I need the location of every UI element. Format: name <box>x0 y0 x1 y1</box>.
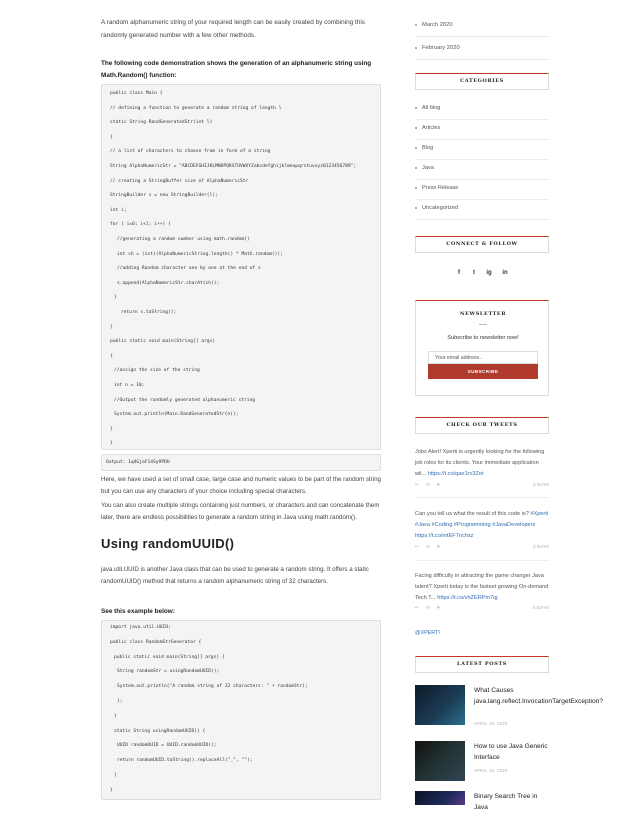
post-thumbnail[interactable] <box>415 741 465 781</box>
code-line: System.out.println("A random string of 32 characters: " + randomStr); <box>117 684 308 690</box>
category-label: Java <box>422 165 434 171</box>
paragraph-uuid: java.util.UUID is another Java class that can be used to generate a random string. It offers a static randomUUID() method that returns a random alphanumeric string of 32 characters. <box>101 566 369 585</box>
code-line: } <box>114 713 117 719</box>
divider <box>415 560 549 561</box>
linkedin-icon[interactable]: in <box>502 270 508 276</box>
newsletter-widget <box>415 300 549 396</box>
latest-posts-title: LATEST POSTS <box>415 656 549 673</box>
math-random-lead: The following code demonstration shows the generation of an alphanumeric string using Math.Random() function: <box>101 60 372 79</box>
tweets-title: CHECK OUR TWEETS <box>415 417 549 434</box>
code-line: } <box>110 324 113 330</box>
category-label: Blog <box>422 145 434 151</box>
code-line: } <box>110 441 113 447</box>
category-all-blog[interactable] <box>415 100 549 120</box>
code-line: public class RandomStrGenerator { <box>110 639 202 645</box>
post-thumbnail[interactable] <box>415 685 465 725</box>
code-line: StringBuilder s = new StringBuilder(l); <box>110 193 218 199</box>
tweet-time: 3 DAYS <box>533 544 549 549</box>
code-line: //assign the size of the string <box>114 368 200 374</box>
category-blog[interactable] <box>415 140 549 160</box>
like-icon[interactable]: ♥ <box>437 605 440 610</box>
bullet-icon <box>415 147 417 149</box>
code-line: // defining a function to generate a random string of length l <box>110 105 282 111</box>
latest-post-3[interactable] <box>415 791 549 811</box>
code-line: UUID randomUUID = UUID.randomUUID(); <box>117 743 217 749</box>
tweet-time: 2 DAYS <box>533 482 549 487</box>
latest-post-1[interactable] <box>415 685 604 729</box>
heading-using-randomuuid: Using randomUUID() <box>101 536 235 551</box>
code-line: s.append(AlphaNumericStr.charAt(ch)); <box>117 280 220 286</box>
archive-item-march-2020[interactable] <box>415 13 549 37</box>
tweet-link[interactable]: https://t.co/qae1rv3Zot <box>427 471 484 477</box>
archive-item-february-2020[interactable] <box>415 36 549 60</box>
code-line: } <box>110 426 113 432</box>
code-line: // creating a StringBuffer size of AlphaNumericStr <box>110 178 249 184</box>
like-icon[interactable]: ♥ <box>437 544 440 549</box>
code-line: { <box>110 134 113 140</box>
bullet-icon <box>415 187 417 189</box>
retweet-icon[interactable]: ⟲ <box>426 605 430 610</box>
code-block-random-uuid[interactable] <box>101 620 381 800</box>
instagram-icon[interactable]: ig <box>486 270 492 276</box>
category-label: Articles <box>422 125 441 131</box>
code-line: return s.toString(); <box>121 310 177 315</box>
paragraph-charset: Here, we have used a set of small case, large case and numeric values to be part of the random string but you can use any characters of your choice including special characters. <box>101 476 381 495</box>
bullet-icon <box>415 107 417 109</box>
code-line: import java.util.UUID; <box>110 625 171 630</box>
tweet-time: 4 DAYS <box>533 605 549 610</box>
code-line: public class Main { <box>110 91 163 96</box>
category-label: All blog <box>422 105 441 111</box>
category-java[interactable] <box>415 160 549 180</box>
newsletter-title: NEWSLETTER <box>459 311 507 317</box>
divider <box>415 497 549 498</box>
post-title[interactable]: Binary Search Tree in Java <box>474 793 538 811</box>
code-line: public static void main(String[] args) <box>110 339 216 345</box>
code-line: int i; <box>110 207 127 213</box>
bullet-icon <box>415 24 417 26</box>
tweet-2 <box>415 509 549 542</box>
code-line: for ( i=0; i<l; i++) { <box>110 222 171 228</box>
code-line: public static void main(String[] args) { <box>114 654 225 660</box>
bullet-icon <box>415 167 417 169</box>
code-line: // a list of characters to choose from in form of a string <box>110 149 271 155</box>
bullet-icon <box>415 47 417 49</box>
tweet-3 <box>415 571 549 604</box>
category-label: Press Release <box>422 185 459 191</box>
post-title[interactable]: What Causes java.lang.reflect.InvocationTargetException? <box>474 687 604 705</box>
code-line: static String usingRandomUUID() { <box>114 728 206 734</box>
code-line: //generating a random number using math.random() <box>117 237 250 242</box>
category-uncategorized[interactable] <box>415 200 549 220</box>
reply-icon[interactable]: ↩ <box>415 482 419 487</box>
code-line: static String RandGeneratedStr(int l) <box>110 120 213 126</box>
code-line: //adding Random character one by one at the end of s <box>117 266 261 272</box>
tweet-2-meta <box>415 544 549 552</box>
reply-icon[interactable]: ↩ <box>415 544 419 549</box>
latest-post-2[interactable] <box>415 741 549 785</box>
post-date: APRIL 16, 2020 <box>474 768 508 773</box>
tweet-link[interactable]: https://t.co/vhZERPm7ig <box>437 595 498 601</box>
code-line: }; <box>117 699 123 704</box>
bullet-icon <box>415 127 417 129</box>
category-label: Uncategorized <box>422 205 459 211</box>
code-line: String randomStr = usingRandomUUID(); <box>117 669 220 675</box>
tweet-link[interactable]: #Xperti #Java #Coding #Programming #JavaDevelopers https://t.co/mtEF7nchsz <box>415 511 549 539</box>
output-block: Output: 1q4GjoF14Sy9PDU <box>101 454 381 471</box>
tweet-3-meta <box>415 605 549 613</box>
bullet-icon <box>415 207 417 209</box>
retweet-icon[interactable]: ⟲ <box>426 482 430 487</box>
archive-label: March 2020 <box>422 22 453 28</box>
code-line: } <box>110 787 113 793</box>
categories-title: CATEGORIES <box>415 73 549 90</box>
facebook-icon[interactable]: f <box>458 270 460 276</box>
post-thumbnail[interactable] <box>415 791 465 805</box>
tweet-text: Facing difficulty in attracting the game changer Java talent? Xperti today is the fastest growing On-demand Tech T... <box>415 573 549 601</box>
post-title[interactable]: How to use Java Generic Interface <box>474 743 548 761</box>
post-date: APRIL 16, 2020 <box>474 721 508 726</box>
code-line: int n = 10; <box>114 383 145 388</box>
tweet-text: Jobs Alert! Xperti is urgently looking for the following job roles for its clients. Your immediate application wil... <box>415 449 545 477</box>
code-block-math-random[interactable] <box>101 84 381 450</box>
subscribe-button[interactable]: SUBSCRIBE <box>428 364 538 379</box>
twitter-icon[interactable]: t <box>473 270 475 276</box>
intro-paragraph: A random alphanumeric string of your required length can be easily created by combining this randomly generated number with a few other methods. <box>101 19 365 39</box>
connect-follow-title: CONNECT & FOLLOW <box>415 236 549 253</box>
retweet-icon[interactable]: ⟲ <box>426 544 430 549</box>
code-line: String AlphaNumericStr = "ABCDEFGHIJKLMNOPQRSTUVWXYZabcdefghijklmnopqrstuvxyz0123456789"; <box>110 164 357 169</box>
code-line: { <box>110 353 113 359</box>
tweet-text: Can you tell us what the result of this code is? <box>415 511 531 517</box>
tweet-1-meta <box>415 482 549 490</box>
like-icon[interactable]: ♥ <box>437 482 440 487</box>
twitter-handle-link[interactable]: @XPERTI <box>415 630 440 636</box>
newsletter-email-input[interactable]: Your email address.. <box>428 351 538 364</box>
code-line: System.out.println(Main.RandGeneratedStr(n)); <box>114 412 239 418</box>
code-line: int ch = (int)(AlphaNumericString.length() * Math.random()); <box>117 251 283 257</box>
newsletter-subtitle: Subscribe to newsletter now! <box>447 335 519 341</box>
code-line: return randomUUID.toString().replaceAll("_", ""); <box>117 758 253 764</box>
code-line: } <box>114 295 117 301</box>
tweet-1 <box>415 447 549 480</box>
reply-icon[interactable]: ↩ <box>415 605 419 610</box>
code-line: } <box>114 773 117 778</box>
divider <box>479 324 487 325</box>
example-lead: See this example below: <box>101 608 175 615</box>
archive-label: February 2020 <box>422 45 460 51</box>
category-press-release[interactable] <box>415 180 549 200</box>
code-line: //Output the randomly generated alphanumeric string <box>114 397 256 403</box>
category-articles[interactable] <box>415 120 549 140</box>
paragraph-possibilities: You can also create multiple strings containing just numbers, or characters and can concatenate them later, there are endless possibilities to generate a random string in Java using math.random(). <box>101 502 380 521</box>
